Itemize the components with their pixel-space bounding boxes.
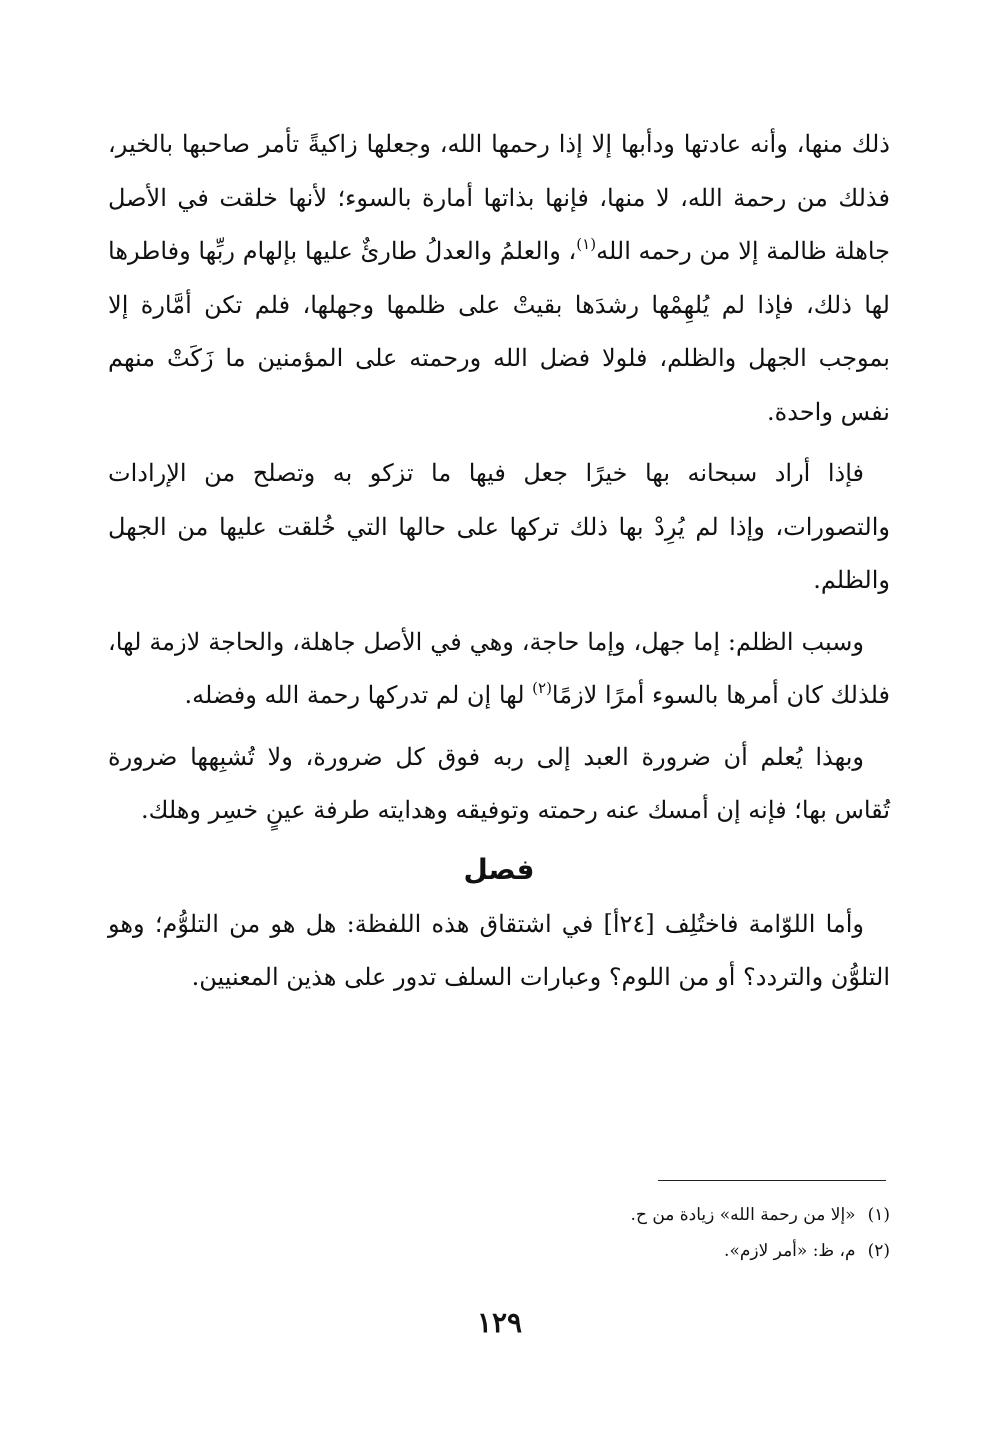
paragraph-4: وبهذا يُعلم أن ضرورة العبد إلى ربه فوق كل ضرورة، ولا تُشبِهها ضرورة تُقاس بها؛ فإنه إن أمسك عنه رحمته وتوفيقه وهدايته طرفة عينٍ خسِر وهلك. <box>108 742 890 824</box>
footnote-2-number: (٢) <box>867 1241 890 1261</box>
paragraph-5: وأما اللوّامة فاختُلِف [٢٤أ] في اشتقاق هذه اللفظة: هل هو من التلوُّم؛ وهو التلوُّن والتردد؟ أو من اللوم؟ وعبارات السلف تدور على هذين المعنيين. <box>108 909 890 991</box>
paragraph-1-part-1: ذلك منها، وأنه عادتها ودأبها إلا إذا رحمها الله، وجعلها زاكيةً تأمر صاحبها بالخير، فذلك من رحمة الله، لا منها، فإنها بذاتها أمارة بالسوء؛ لأنها خلقت في الأصل جاهلة ظالمة إلا من رحمه الله <box>108 130 890 265</box>
footnote-1 <box>108 1197 890 1233</box>
footnote-1-text: «إلا من رحمة الله» زيادة من ح. <box>630 1205 856 1225</box>
paragraph-3-part-2: لها إن لم تدركها رحمة الله وفضله. <box>184 681 533 709</box>
footnote-ref-1: (١) <box>576 235 597 253</box>
paragraph-1 <box>108 118 890 439</box>
footnote-1-number: (١) <box>867 1205 890 1225</box>
paragraph-1-part-2: ، والعلمُ والعدلُ طارئٌ عليها بإلهام ربِّها وفاطرها لها ذلك، فإذا لم يُلهِمْها رشدَها بقيتْ على ظلمها وجهلها، فلم تكن أمَّارة إلا بموجب الجهل والظلم، فلولا فضل الله ورحمته على المؤمنين ما زَكَتْ منهم نفس واحدة. <box>108 237 890 426</box>
paragraph-3 <box>108 616 890 723</box>
page-number: ١٢٩ <box>476 1306 523 1339</box>
footnote-ref-2: (٢) <box>532 679 552 697</box>
footnotes <box>108 1197 890 1269</box>
footnote-2 <box>108 1233 890 1269</box>
footnote-2-text: م، ظ: «أمر لازم». <box>724 1241 856 1261</box>
section-heading: فصل <box>463 852 535 886</box>
main-text <box>108 118 890 1013</box>
footnote-divider <box>658 1180 886 1181</box>
paragraph-3-part-1: وسبب الظلم: إما جهل، وإما حاجة، وهي في الأصل جاهلة، والحاجة لازمة لها، فلذلك كان أمرها بالسوء أمرًا لازمًا <box>108 627 890 709</box>
paragraph-2: فإذا أراد سبحانه بها خيرًا جعل فيها ما تزكو به وتصلح من الإرادات والتصورات، وإذا لم يُرِدْ بها ذلك تركها على حالها التي خُلقت عليها من الجهل والظلم. <box>108 459 890 594</box>
